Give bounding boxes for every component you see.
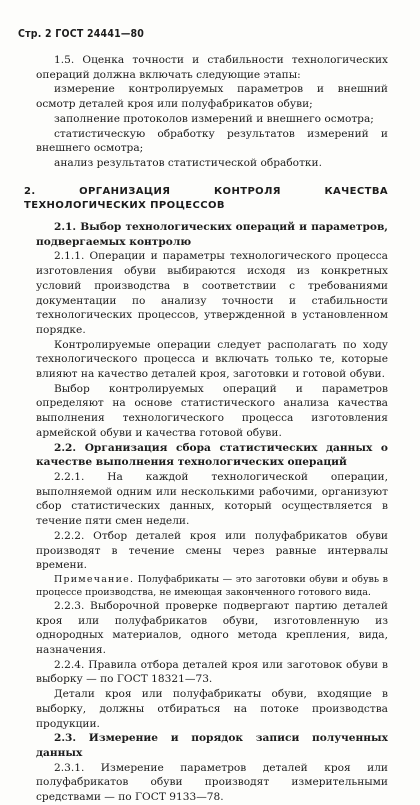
section-2-title: 2. ОРГАНИЗАЦИЯ КОНТРОЛЯ КАЧЕСТВА ТЕХНОЛОГИЧЕСКИХ ПРОЦЕССОВ [24, 185, 388, 212]
list-item-analysis: анализ результатов статистической обработки. [54, 156, 322, 169]
subsection-2-2-title: 2.2. Организация сбора статистических данных о качестве выполнения технологических операций [36, 441, 388, 469]
document-body [24, 53, 388, 805]
paragraph-2-1-1: 2.1.1. Операции и параметры технологического процесса изготовления обуви выбираются исходя из конкретных условий производства в соответствии с требованиями документации по анализу точности и стабильности технологических процессов, утвержденной в установленном порядке. [36, 250, 388, 336]
note-label: Примечание. [54, 573, 135, 585]
subsection-2-1-title: 2.1. Выбор технологических операций и параметров, подвергаемых контролю [36, 221, 388, 248]
paragraph-2-2-1: 2.2.1. На каждой технологической операции, выполняемой одним или несколькими рабочими, организуют сбор статистических данных, который осуществляется в течение пяти смен недели. [36, 470, 388, 528]
paragraph-2-3-1: 2.3.1. Измерение параметров деталей кроя или полуфабрикатов обуви производят измерительными средствами — по ГОСТ 9133—78. [36, 761, 388, 804]
paragraph-2-2-2: 2.2.2. Отбор деталей кроя или полуфабрикатов обуви производят в течение смены через равные интервалы времени. [36, 529, 388, 572]
note [36, 573, 388, 599]
paragraph-2-2-4: 2.2.4. Правила отбора деталей кроя или заготовок обуви в выборку — по ГОСТ 18321—73. [36, 658, 388, 686]
subsection-2-3-title: 2.3. Измерение и порядок записи полученных данных [36, 732, 388, 759]
paragraph-2-2-4-sampling: Детали кроя или полуфабрикаты обуви, входящие в выборку, должны отбираться на потоке производства продукции. [36, 688, 388, 730]
list-item-protocols: заполнение протоколов измерений и внешнего осмотра; [54, 112, 374, 125]
paragraph-1-5: 1.5. Оценка точности и стабильности технологических операций должна включать следующие этапы: [36, 54, 388, 81]
page-header: Стр. 2 ГОСТ 24441—80 [18, 28, 145, 40]
paragraph-2-1-1-controlled-ops: Контролируемые операции следует располагать по ходу технологического процесса и включать только те, которые влияют на качество деталей кроя, заготовки и готовой обуви. [36, 338, 388, 381]
list-item-statistics: статистическую обработку результатов измерений и внешнего осмотра; [36, 127, 388, 155]
paragraph-2-1-1-selection: Выбор контролируемых операций и параметров определяют на основе статистического анализа качества выполнения технологического процесса изготовления армейской обуви и качества готовой обуви. [36, 382, 388, 439]
list-item-measurement: измерение контролируемых параметров и внешний осмотр деталей кроя или полуфабрикатов обуви; [36, 83, 388, 111]
paragraph-2-2-3: 2.2.3. Выборочной проверке подвергают партию деталей кроя или полуфабрикатов обуви, изготовленную из однородных материалов, одного метода крепления, вида, назначения. [36, 599, 388, 657]
note-text: Полуфабрикаты — это заготовки обуви и обувь в процессе производства, не имеющая законченного готового вида. [36, 573, 388, 598]
